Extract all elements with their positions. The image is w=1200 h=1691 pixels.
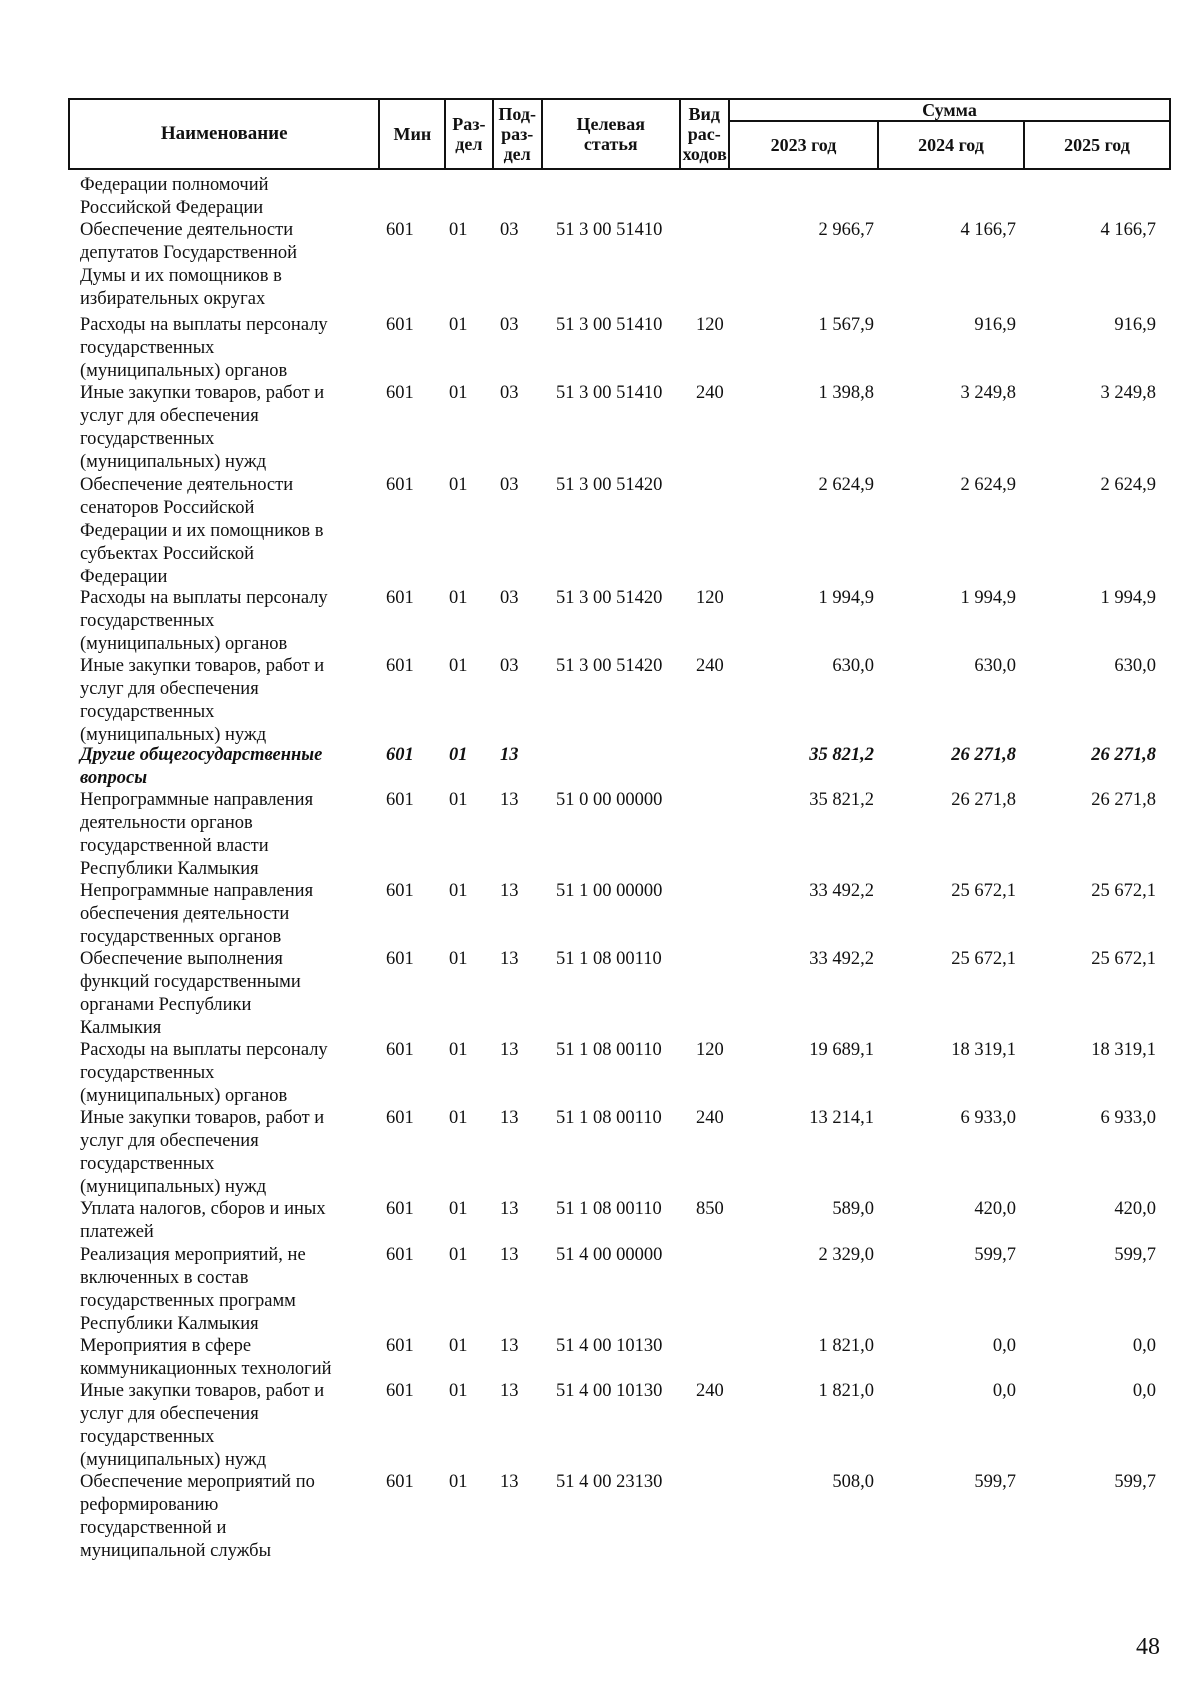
row-celevaya-statya: 51 1 08 00110 <box>556 1199 662 1219</box>
row-name: Иные закупки товаров, работ и услуг для обеспечения государственных (муниципальных) нужд <box>80 383 325 472</box>
header-vid: Вид рас- ходов <box>680 99 729 169</box>
row-sum-2025: 26 271,8 <box>1091 745 1156 765</box>
row-min: 601 <box>386 745 414 765</box>
row-min: 601 <box>386 1040 414 1060</box>
row-sum-2024: 26 271,8 <box>951 790 1016 810</box>
row-sum-2025: 630,0 <box>1114 656 1156 676</box>
row-vid-rashodov: 120 <box>696 315 724 335</box>
row-sum-2023: 13 214,1 <box>809 1108 874 1128</box>
row-name: Расходы на выплаты персоналу государственных (муниципальных) органов <box>80 1040 328 1106</box>
row-razdel: 01 <box>449 1040 468 1060</box>
row-sum-2025: 0,0 <box>1132 1381 1156 1401</box>
row-razdel: 01 <box>449 790 468 810</box>
row-razdel: 01 <box>449 1199 468 1219</box>
row-sum-2025: 3 249,8 <box>1100 383 1156 403</box>
row-name: Мероприятия в сфере коммуникационных технологий <box>80 1336 332 1379</box>
row-sum-2023: 508,0 <box>832 1472 874 1492</box>
row-razdel: 01 <box>449 1336 468 1356</box>
row-sum-2023: 2 966,7 <box>818 220 874 240</box>
row-celevaya-statya: 51 3 00 51410 <box>556 220 663 240</box>
row-min: 601 <box>386 881 414 901</box>
row-razdel: 01 <box>449 1108 468 1128</box>
header-2025: 2025 год <box>1024 121 1170 169</box>
row-sum-2023: 1 398,8 <box>818 383 874 403</box>
row-celevaya-statya: 51 1 00 00000 <box>556 881 663 901</box>
header-razdel: Раз- дел <box>445 99 492 169</box>
row-name: Федерации полномочий Российской Федерации <box>80 175 269 218</box>
row-sum-2024: 6 933,0 <box>960 1108 1016 1128</box>
row-razdel: 01 <box>449 383 468 403</box>
row-sum-2024: 599,7 <box>974 1472 1016 1492</box>
row-podrazdel: 03 <box>500 220 519 240</box>
row-name: Другие общегосударственные вопросы <box>80 745 323 788</box>
row-razdel: 01 <box>449 949 468 969</box>
row-sum-2025: 2 624,9 <box>1100 475 1156 495</box>
row-celevaya-statya: 51 1 08 00110 <box>556 1108 662 1128</box>
row-sum-2023: 33 492,2 <box>809 949 874 969</box>
row-sum-2025: 599,7 <box>1114 1472 1156 1492</box>
row-vid-rashodov: 240 <box>696 1381 724 1401</box>
row-min: 601 <box>386 1381 414 1401</box>
row-sum-2025: 599,7 <box>1114 1245 1156 1265</box>
row-razdel: 01 <box>449 220 468 240</box>
row-razdel: 01 <box>449 1381 468 1401</box>
row-name: Обеспечение выполнения функций государственными органами Республики Калмыкия <box>80 949 301 1038</box>
row-min: 601 <box>386 1199 414 1219</box>
row-name: Реализация мероприятий, не включенных в состав государственных программ Республики Калмыкия <box>80 1245 306 1334</box>
row-podrazdel: 13 <box>500 745 519 765</box>
row-podrazdel: 03 <box>500 588 519 608</box>
row-sum-2025: 25 672,1 <box>1091 881 1156 901</box>
row-celevaya-statya: 51 3 00 51410 <box>556 383 663 403</box>
row-podrazdel: 03 <box>500 656 519 676</box>
row-podrazdel: 13 <box>500 1245 519 1265</box>
row-name: Иные закупки товаров, работ и услуг для обеспечения государственных (муниципальных) нужд <box>80 1381 325 1470</box>
header-2023: 2023 год <box>729 121 878 169</box>
row-podrazdel: 13 <box>500 1336 519 1356</box>
row-sum-2023: 33 492,2 <box>809 881 874 901</box>
row-sum-2024: 25 672,1 <box>951 949 1016 969</box>
row-razdel: 01 <box>449 1245 468 1265</box>
row-podrazdel: 13 <box>500 1199 519 1219</box>
row-sum-2025: 25 672,1 <box>1091 949 1156 969</box>
row-vid-rashodov: 240 <box>696 656 724 676</box>
row-razdel: 01 <box>449 745 468 765</box>
row-sum-2023: 35 821,2 <box>809 790 874 810</box>
header-celevaya: Целевая статья <box>542 99 680 169</box>
row-vid-rashodov: 240 <box>696 383 724 403</box>
row-name: Иные закупки товаров, работ и услуг для обеспечения государственных (муниципальных) нужд <box>80 656 325 745</box>
header-name: Наименование <box>69 99 379 169</box>
row-celevaya-statya: 51 4 00 10130 <box>556 1336 663 1356</box>
row-sum-2023: 589,0 <box>832 1199 874 1219</box>
row-podrazdel: 03 <box>500 315 519 335</box>
row-podrazdel: 13 <box>500 1108 519 1128</box>
row-podrazdel: 03 <box>500 475 519 495</box>
row-sum-2024: 2 624,9 <box>960 475 1016 495</box>
row-min: 601 <box>386 220 414 240</box>
row-name: Расходы на выплаты персоналу государственных (муниципальных) органов <box>80 315 328 381</box>
row-name: Расходы на выплаты персоналу государственных (муниципальных) органов <box>80 588 328 654</box>
row-sum-2024: 599,7 <box>974 1245 1016 1265</box>
row-name: Иные закупки товаров, работ и услуг для обеспечения государственных (муниципальных) нужд <box>80 1108 325 1197</box>
row-celevaya-statya: 51 3 00 51420 <box>556 588 663 608</box>
row-min: 601 <box>386 656 414 676</box>
row-razdel: 01 <box>449 588 468 608</box>
row-min: 601 <box>386 949 414 969</box>
row-sum-2025: 18 319,1 <box>1091 1040 1156 1060</box>
row-razdel: 01 <box>449 881 468 901</box>
row-celevaya-statya: 51 0 00 00000 <box>556 790 663 810</box>
row-celevaya-statya: 51 3 00 51410 <box>556 315 663 335</box>
row-sum-2024: 4 166,7 <box>960 220 1016 240</box>
row-celevaya-statya: 51 4 00 23130 <box>556 1472 663 1492</box>
row-sum-2023: 19 689,1 <box>809 1040 874 1060</box>
row-sum-2025: 1 994,9 <box>1100 588 1156 608</box>
row-celevaya-statya: 51 4 00 10130 <box>556 1381 663 1401</box>
row-celevaya-statya: 51 3 00 51420 <box>556 475 663 495</box>
row-sum-2025: 916,9 <box>1114 315 1156 335</box>
row-name: Обеспечение мероприятий по реформированию государственной и муниципальной службы <box>80 1472 315 1561</box>
row-podrazdel: 03 <box>500 383 519 403</box>
row-sum-2024: 420,0 <box>974 1199 1016 1219</box>
row-podrazdel: 13 <box>500 1040 519 1060</box>
row-sum-2024: 1 994,9 <box>960 588 1016 608</box>
row-sum-2025: 4 166,7 <box>1100 220 1156 240</box>
row-sum-2023: 1 821,0 <box>818 1381 874 1401</box>
header-summa: Сумма <box>729 99 1170 121</box>
row-podrazdel: 13 <box>500 1381 519 1401</box>
row-min: 601 <box>386 383 414 403</box>
row-sum-2025: 26 271,8 <box>1091 790 1156 810</box>
row-sum-2023: 2 624,9 <box>818 475 874 495</box>
row-podrazdel: 13 <box>500 790 519 810</box>
row-sum-2025: 420,0 <box>1114 1199 1156 1219</box>
header-2024: 2024 год <box>878 121 1024 169</box>
page-number: 48 <box>1136 1634 1160 1660</box>
row-podrazdel: 13 <box>500 881 519 901</box>
row-razdel: 01 <box>449 1472 468 1492</box>
row-min: 601 <box>386 315 414 335</box>
row-name: Непрограммные направления деятельности органов государственной власти Республики Калмыкия <box>80 790 314 879</box>
row-vid-rashodov: 850 <box>696 1199 724 1219</box>
row-sum-2023: 630,0 <box>832 656 874 676</box>
row-min: 601 <box>386 588 414 608</box>
row-sum-2023: 2 329,0 <box>818 1245 874 1265</box>
row-vid-rashodov: 120 <box>696 1040 724 1060</box>
row-min: 601 <box>386 1336 414 1356</box>
row-razdel: 01 <box>449 475 468 495</box>
header-podrazdel: Под- раз- дел <box>493 99 542 169</box>
row-sum-2024: 25 672,1 <box>951 881 1016 901</box>
row-celevaya-statya: 51 4 00 00000 <box>556 1245 663 1265</box>
row-name: Обеспечение деятельности депутатов Государственной Думы и их помощников в избирательных округах <box>80 220 298 309</box>
row-sum-2025: 6 933,0 <box>1100 1108 1156 1128</box>
row-sum-2024: 916,9 <box>974 315 1016 335</box>
row-name: Обеспечение деятельности сенаторов Российской Федерации и их помощников в субъектах Российской Федерации <box>80 475 324 587</box>
row-sum-2024: 26 271,8 <box>951 745 1016 765</box>
row-sum-2025: 0,0 <box>1132 1336 1156 1356</box>
row-min: 601 <box>386 1108 414 1128</box>
row-vid-rashodov: 120 <box>696 588 724 608</box>
row-vid-rashodov: 240 <box>696 1108 724 1128</box>
row-sum-2023: 1 994,9 <box>818 588 874 608</box>
row-name: Непрограммные направления обеспечения деятельности государственных органов <box>80 881 314 947</box>
row-sum-2024: 3 249,8 <box>960 383 1016 403</box>
row-sum-2024: 0,0 <box>992 1336 1016 1356</box>
row-sum-2024: 630,0 <box>974 656 1016 676</box>
row-sum-2023: 35 821,2 <box>809 745 874 765</box>
row-razdel: 01 <box>449 656 468 676</box>
row-sum-2024: 18 319,1 <box>951 1040 1016 1060</box>
row-min: 601 <box>386 1245 414 1265</box>
row-razdel: 01 <box>449 315 468 335</box>
row-name: Уплата налогов, сборов и иных платежей <box>80 1199 326 1242</box>
row-sum-2023: 1 821,0 <box>818 1336 874 1356</box>
row-celevaya-statya: 51 3 00 51420 <box>556 656 663 676</box>
row-min: 601 <box>386 1472 414 1492</box>
row-celevaya-statya: 51 1 08 00110 <box>556 949 662 969</box>
row-celevaya-statya: 51 1 08 00110 <box>556 1040 662 1060</box>
row-sum-2023: 1 567,9 <box>818 315 874 335</box>
row-sum-2024: 0,0 <box>992 1381 1016 1401</box>
row-min: 601 <box>386 475 414 495</box>
row-podrazdel: 13 <box>500 1472 519 1492</box>
header-min: Мин <box>379 99 445 169</box>
row-podrazdel: 13 <box>500 949 519 969</box>
row-min: 601 <box>386 790 414 810</box>
